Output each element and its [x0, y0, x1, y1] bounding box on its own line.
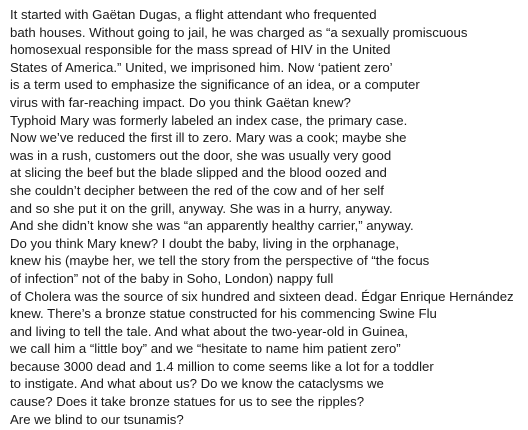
poem-line: It started with Gaëtan Dugas, a flight attendant who frequented: [10, 7, 377, 22]
poem-line: and so she put it on the grill, anyway. She was in a hurry, anyway.: [10, 200, 393, 216]
poem-line: at slicing the beef but the blade slipped and the blood oozed and: [10, 165, 387, 181]
poem-line: of Cholera was the source of six hundred and sixteen dead. Édgar Enrique Hernández: [10, 288, 514, 304]
poem-line: to instigate. And what about us? Do we know the cataclysms we: [10, 376, 384, 392]
poem-text-block: [10, 6, 526, 428]
poem-line: knew his (maybe her, we tell the story from the perspective of “the focus: [10, 253, 430, 269]
poem-line: Typhoid Mary was formerly labeled an index case, the primary case.: [10, 112, 408, 128]
poem-line: because 3000 dead and 1.4 million to come seems like a lot for a toddler: [10, 358, 434, 374]
poem-line: Do you think Mary knew? I doubt the baby, living in the orphanage,: [10, 235, 400, 251]
poem-line: States of America.” United, we imprisoned him. Now ‘patient zero’: [10, 59, 393, 75]
poem-line: And she didn’t know she was “an apparently healthy carrier,” anyway.: [10, 218, 414, 234]
poem-line: and living to tell the tale. And what about the two-year-old in Guinea,: [10, 323, 409, 339]
poem-line: Are we blind to our tsunamis?: [10, 411, 184, 427]
poem-line: of infection” not of the baby in Soho, London) nappy full: [10, 270, 334, 286]
poem-line: homosexual responsible for the mass spread of HIV in the United: [10, 42, 391, 58]
poem-line: virus with far-reaching impact. Do you think Gaëtan knew?: [10, 94, 351, 110]
poem-line: we call him a “little boy” and we “hesitate to name him patient zero”: [10, 341, 401, 357]
poem-line: knew. There’s a bronze statue constructed for his commencing Swine Flu: [10, 306, 437, 322]
poem-line: Now we’ve reduced the first ill to zero. Mary was a cook; maybe she: [10, 130, 407, 146]
poem-line: bath houses. Without going to jail, he was charged as “a sexually promiscuous: [10, 24, 468, 40]
poem-line: cause? Does it take bronze statues for us to see the ripples?: [10, 394, 365, 410]
poem-line: was in a rush, customers out the door, she was usually very good: [10, 147, 392, 163]
poem-line: is a term used to emphasize the significance of an idea, or a computer: [10, 77, 420, 93]
poem-line: she couldn’t decipher between the red of the cow and of her self: [10, 182, 384, 198]
